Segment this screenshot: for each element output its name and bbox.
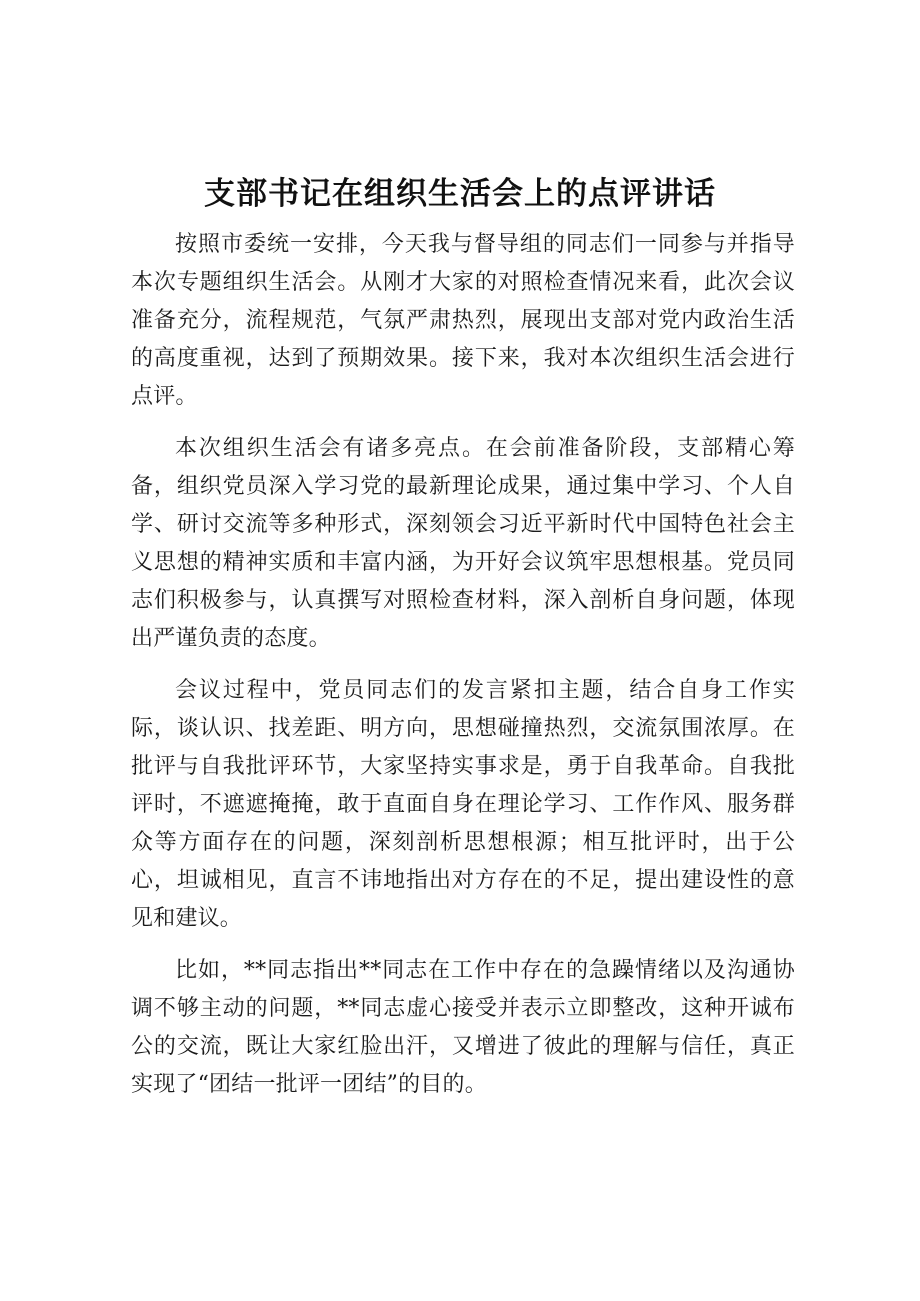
paragraph-1: 按照市委统一安排，今天我与督导组的同志们一同参与并指导本次专题组织生活会。从刚才大家的对照检查情况来看，此次会议准备充分，流程规范，气氛严肃热烈，展现出支部对党内政治生活的高度重视，达到了预期效果。接下来，我对本次组织生活会进行点评。	[131, 232, 795, 409]
paragraph-3: 会议过程中，党员同志们的发言紧扣主题，结合自身工作实际，谈认识、找差距、明方向，思想碰撞热烈，交流氛围浓厚。在批评与自我批评环节，大家坚持实事求是，勇于自我革命。自我批评时，不遮遮掩掩，敢于直面自身在理论学习、工作作风、服务群众等方面存在的问题，深刻剖析思想根源；相互批评时，出于公心，坦诚相见，直言不讳地指出对方存在的不足，提出建设性的意见和建议。	[131, 678, 795, 931]
paragraph-4: 比如，**同志指出**同志在工作中存在的急躁情绪以及沟通协调不够主动的问题，**同志虚心接受并表示立即整改，这种开诚布公的交流，既让大家红脸出汗，又增进了彼此的理解与信任，真正实现了“团结一批评一团结”的目的。	[131, 958, 795, 1097]
document-body	[131, 226, 795, 1118]
paragraph-2: 本次组织生活会有诸多亮点。在会前准备阶段，支部精心筹备，组织党员深入学习党的最新理论成果，通过集中学习、个人自学、研讨交流等多种形式，深刻领会习近平新时代中国特色社会主义思想的精神实质和丰富内涵，为开好会议筑牢思想根基。党员同志们积极参与，认真撰写对照检查材料，深入剖析自身问题，体现出严谨负责的态度。	[131, 436, 795, 651]
document-title: 支部书记在组织生活会上的点评讲话	[204, 176, 716, 212]
